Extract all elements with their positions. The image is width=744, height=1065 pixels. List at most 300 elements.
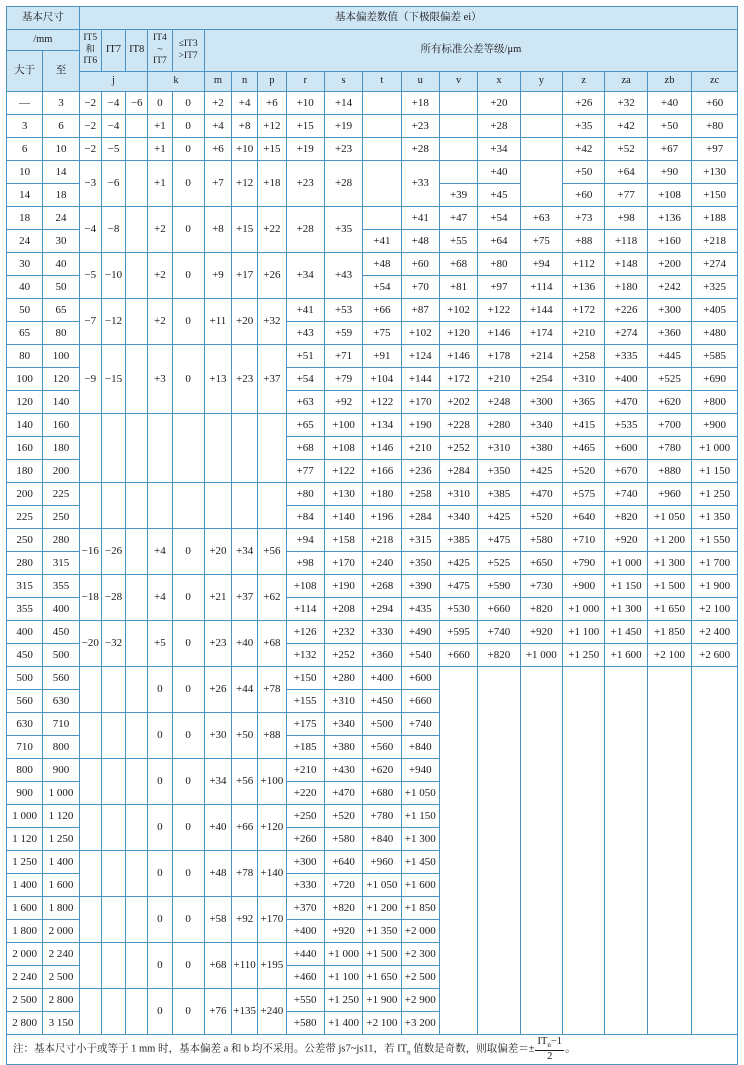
table-cell [478, 713, 520, 736]
table-cell: 800 [7, 759, 43, 782]
table-cell: +13 [204, 345, 231, 414]
table-cell: +30 [204, 713, 231, 759]
table-cell: +460 [286, 966, 324, 989]
table-row [7, 667, 738, 690]
table-cell: +300 [647, 299, 691, 322]
table-cell: +122 [363, 391, 401, 414]
table-cell: +248 [478, 391, 520, 414]
table-row [7, 207, 738, 230]
table-cell: −15 [101, 345, 125, 414]
letter-t: t [363, 72, 401, 92]
table-cell: +9 [204, 253, 231, 299]
table-cell [478, 897, 520, 920]
table-cell: 2 000 [43, 920, 79, 943]
table-cell: +2 [204, 92, 231, 115]
table-cell: +520 [324, 805, 362, 828]
over-label: 大于 [7, 51, 43, 92]
table-cell: +360 [647, 322, 691, 345]
table-cell: −16 [79, 529, 101, 575]
table-cell: 6 [7, 138, 43, 161]
letter-zc: zc [692, 72, 738, 92]
table-cell: +6 [204, 138, 231, 161]
table-cell: +41 [363, 230, 401, 253]
table-cell: +1 650 [647, 598, 691, 621]
table-cell [647, 667, 691, 690]
table-cell: +1 600 [605, 644, 647, 667]
table-cell: +108 [647, 184, 691, 207]
table-cell: +62 [258, 575, 286, 621]
table-cell: +66 [363, 299, 401, 322]
table-cell: +28 [286, 207, 324, 253]
table-cell: 65 [43, 299, 79, 322]
table-cell: 450 [7, 644, 43, 667]
table-cell: +15 [232, 207, 258, 253]
letter-m: m [204, 72, 231, 92]
table-cell [520, 989, 562, 1012]
table-row [7, 414, 738, 437]
table-cell [79, 851, 101, 897]
table-cell: +130 [692, 161, 738, 184]
footnote-sub: n [407, 1049, 411, 1057]
table-cell: +3 [148, 345, 172, 414]
table-cell: +340 [324, 713, 362, 736]
table-cell: +63 [520, 207, 562, 230]
table-cell: +146 [363, 437, 401, 460]
table-cell: +42 [605, 115, 647, 138]
table-cell: +97 [478, 276, 520, 299]
table-cell: +590 [478, 575, 520, 598]
table-cell: −20 [79, 621, 101, 667]
table-cell: +15 [286, 115, 324, 138]
table-cell: +242 [647, 276, 691, 299]
table-cell: +18 [401, 92, 439, 115]
table-cell: 250 [7, 529, 43, 552]
table-cell: +136 [563, 276, 605, 299]
table-cell [692, 1012, 738, 1035]
letter-za: za [605, 72, 647, 92]
table-cell: +800 [692, 391, 738, 414]
table-cell: +81 [439, 276, 477, 299]
table-row [7, 161, 738, 184]
table-cell: −3 [79, 161, 101, 207]
table-cell: +294 [363, 598, 401, 621]
table-cell [439, 759, 477, 782]
table-cell [520, 851, 562, 874]
fraction-numerator: IT [537, 1036, 548, 1048]
table-cell: +350 [478, 460, 520, 483]
table-cell: 18 [43, 184, 79, 207]
table-cell: +94 [286, 529, 324, 552]
table-cell [605, 920, 647, 943]
table-cell: 250 [43, 506, 79, 529]
table-body [7, 92, 738, 1035]
table-cell: 24 [7, 230, 43, 253]
table-cell: +1 300 [605, 598, 647, 621]
table-cell: +185 [286, 736, 324, 759]
table-cell: 1 400 [43, 851, 79, 874]
table-cell [520, 966, 562, 989]
table-cell: 1 120 [7, 828, 43, 851]
table-cell: 1 250 [43, 828, 79, 851]
table-cell: −4 [101, 115, 125, 138]
table-cell: +34 [478, 138, 520, 161]
table-cell: +54 [363, 276, 401, 299]
table-cell: +50 [232, 713, 258, 759]
table-cell: +126 [286, 621, 324, 644]
table-cell: +1 500 [647, 575, 691, 598]
size-title: 基本尺寸 [21, 11, 64, 23]
table-cell: +218 [692, 230, 738, 253]
table-cell: −4 [101, 92, 125, 115]
table-cell: 3 [43, 92, 79, 115]
table-cell: 50 [43, 276, 79, 299]
table-cell: +140 [258, 851, 286, 897]
table-cell: +97 [692, 138, 738, 161]
table-cell: −2 [79, 92, 101, 115]
table-cell: +820 [324, 897, 362, 920]
letter-n: n [232, 72, 258, 92]
table-cell: +300 [520, 391, 562, 414]
table-cell: +365 [563, 391, 605, 414]
table-cell: +1 900 [692, 575, 738, 598]
table-cell: 24 [43, 207, 79, 230]
table-cell [520, 713, 562, 736]
table-row [7, 943, 738, 966]
table-cell: 0 [172, 897, 204, 943]
table-cell [563, 897, 605, 920]
table-cell [439, 828, 477, 851]
table-cell: +210 [401, 437, 439, 460]
table-cell: 0 [148, 759, 172, 805]
table-cell: +1 150 [401, 805, 439, 828]
table-cell: +820 [478, 644, 520, 667]
table-cell: 710 [7, 736, 43, 759]
table-cell: +12 [258, 115, 286, 138]
table-cell: +108 [324, 437, 362, 460]
table-cell [126, 667, 148, 713]
table-cell [126, 414, 148, 483]
table-cell [605, 805, 647, 828]
table-cell: +114 [286, 598, 324, 621]
table-cell: +960 [363, 851, 401, 874]
table-cell: +480 [692, 322, 738, 345]
table-cell [478, 943, 520, 966]
table-cell: +1 000 [692, 437, 738, 460]
table-cell: 450 [43, 621, 79, 644]
table-cell [520, 805, 562, 828]
table-cell: +2 900 [401, 989, 439, 1012]
table-cell: +2 [148, 299, 172, 345]
table-cell: +425 [478, 506, 520, 529]
table-cell: +920 [605, 529, 647, 552]
table-cell [563, 989, 605, 1012]
table-cell [692, 667, 738, 690]
table-cell: +400 [605, 368, 647, 391]
table-cell [148, 414, 172, 483]
table-cell [563, 713, 605, 736]
table-cell: +11 [204, 299, 231, 345]
table-cell [478, 966, 520, 989]
table-cell: 14 [7, 184, 43, 207]
table-cell: 2 800 [7, 1012, 43, 1035]
table-cell: +175 [286, 713, 324, 736]
table-cell [439, 92, 477, 115]
table-cell: +21 [204, 575, 231, 621]
table-cell [363, 161, 401, 207]
table-cell: +60 [563, 184, 605, 207]
table-cell [439, 138, 477, 161]
table-cell: +1 550 [692, 529, 738, 552]
table-cell: +900 [692, 414, 738, 437]
table-cell [478, 1012, 520, 1035]
table-cell: +520 [520, 506, 562, 529]
table-cell [563, 828, 605, 851]
table-cell: +740 [605, 483, 647, 506]
fraction-numerator-tail: −1 [550, 1036, 563, 1048]
table-cell [692, 828, 738, 851]
table-cell: +425 [520, 460, 562, 483]
table-cell [126, 138, 148, 161]
table-cell: 0 [172, 851, 204, 897]
table-cell: +77 [605, 184, 647, 207]
table-cell [258, 483, 286, 529]
table-cell [126, 621, 148, 667]
table-cell: +84 [286, 506, 324, 529]
table-cell: +78 [258, 667, 286, 713]
table-cell: +920 [520, 621, 562, 644]
table-cell: 2 240 [43, 943, 79, 966]
table-cell: +64 [478, 230, 520, 253]
table-cell: +44 [232, 667, 258, 713]
table-cell: +102 [401, 322, 439, 345]
table-cell: +1 250 [324, 989, 362, 1012]
table-cell: +300 [286, 851, 324, 874]
table-cell: +20 [232, 299, 258, 345]
table-cell [520, 115, 562, 138]
table-cell [478, 759, 520, 782]
table-cell: +7 [204, 161, 231, 207]
table-cell [692, 897, 738, 920]
table-cell [126, 989, 148, 1035]
table-cell [605, 851, 647, 874]
table-cell: 1 800 [7, 920, 43, 943]
table-cell: 560 [43, 667, 79, 690]
table-cell: +48 [401, 230, 439, 253]
table-cell: +75 [363, 322, 401, 345]
table-cell: +195 [258, 943, 286, 989]
table-cell: +51 [286, 345, 324, 368]
table-cell [478, 805, 520, 828]
table-cell: 0 [172, 207, 204, 253]
table-cell: 40 [7, 276, 43, 299]
table-row [7, 92, 738, 115]
table-cell: −6 [126, 92, 148, 115]
table-cell: 400 [43, 598, 79, 621]
table-cell: 1 000 [43, 782, 79, 805]
size-unit: /mm [7, 30, 80, 51]
table-cell [563, 690, 605, 713]
table-cell: +2 000 [401, 920, 439, 943]
table-cell: +1 050 [401, 782, 439, 805]
table-cell [605, 874, 647, 897]
table-cell [478, 782, 520, 805]
table-cell: +42 [563, 138, 605, 161]
table-cell [79, 759, 101, 805]
table-cell [692, 736, 738, 759]
table-cell: +160 [647, 230, 691, 253]
table-cell: +54 [478, 207, 520, 230]
table-cell: +110 [232, 943, 258, 989]
table-cell: +22 [258, 207, 286, 253]
table-cell: +252 [324, 644, 362, 667]
table-cell: 0 [172, 575, 204, 621]
table-cell: +20 [204, 529, 231, 575]
table-cell: +77 [286, 460, 324, 483]
table-cell: +330 [363, 621, 401, 644]
table-cell [520, 138, 562, 161]
table-cell: +188 [692, 207, 738, 230]
table-cell: 30 [7, 253, 43, 276]
footnote [7, 1035, 738, 1065]
table-cell: +23 [324, 138, 362, 161]
table-cell: 1 000 [7, 805, 43, 828]
table-cell [647, 759, 691, 782]
table-cell: 10 [7, 161, 43, 184]
table-cell [520, 828, 562, 851]
table-row [7, 713, 738, 736]
table-cell [363, 115, 401, 138]
table-cell: +575 [563, 483, 605, 506]
table-cell: +180 [605, 276, 647, 299]
footnote-mid: 值数是奇数，则取偏差＝± [410, 1043, 535, 1055]
table-cell [692, 759, 738, 782]
table-cell [520, 92, 562, 115]
table-cell: +400 [286, 920, 324, 943]
table-cell: +400 [363, 667, 401, 690]
table-cell: −9 [79, 345, 101, 414]
table-cell: +720 [324, 874, 362, 897]
table-row [7, 138, 738, 161]
table-cell: +405 [692, 299, 738, 322]
table-cell [148, 483, 172, 529]
table-cell [101, 943, 125, 989]
table-cell [101, 897, 125, 943]
table-cell [439, 690, 477, 713]
table-cell: +18 [258, 161, 286, 207]
table-cell: +1 050 [647, 506, 691, 529]
table-cell [605, 667, 647, 690]
table-cell: 180 [7, 460, 43, 483]
table-cell: −2 [79, 138, 101, 161]
table-cell [647, 713, 691, 736]
table-cell: +146 [478, 322, 520, 345]
table-cell: −18 [79, 575, 101, 621]
table-cell [692, 966, 738, 989]
table-cell: 2 000 [7, 943, 43, 966]
table-cell: +41 [401, 207, 439, 230]
table-cell: +78 [232, 851, 258, 897]
table-cell: −7 [79, 299, 101, 345]
table-cell [439, 966, 477, 989]
table-cell: +196 [363, 506, 401, 529]
table-cell: +360 [363, 644, 401, 667]
table-cell: +4 [148, 529, 172, 575]
table-cell [439, 897, 477, 920]
table-cell: +155 [286, 690, 324, 713]
table-cell: +70 [401, 276, 439, 299]
table-cell: +40 [647, 92, 691, 115]
table-cell: +112 [563, 253, 605, 276]
table-cell: +470 [605, 391, 647, 414]
table-cell: 0 [172, 989, 204, 1035]
table-cell: +585 [692, 345, 738, 368]
letter-j: j [79, 72, 148, 92]
table-cell: +232 [324, 621, 362, 644]
table-cell: +87 [401, 299, 439, 322]
table-cell: +88 [563, 230, 605, 253]
table-cell: −26 [101, 529, 125, 575]
table-cell: +122 [324, 460, 362, 483]
table-cell: +180 [363, 483, 401, 506]
table-cell: +37 [232, 575, 258, 621]
table-cell [232, 483, 258, 529]
table-cell: 710 [43, 713, 79, 736]
table-cell: 500 [7, 667, 43, 690]
table-cell: +190 [401, 414, 439, 437]
table-cell: +340 [439, 506, 477, 529]
table-cell: 560 [7, 690, 43, 713]
table-cell: +45 [478, 184, 520, 207]
table-cell: +34 [286, 253, 324, 299]
table-cell: +390 [401, 575, 439, 598]
table-cell: −12 [101, 299, 125, 345]
table-cell: +700 [647, 414, 691, 437]
table-cell: +595 [439, 621, 477, 644]
table-cell: 100 [43, 345, 79, 368]
table-cell: +170 [258, 897, 286, 943]
table-cell: 0 [148, 851, 172, 897]
table-cell: +620 [647, 391, 691, 414]
table-row [7, 299, 738, 322]
table-cell [563, 667, 605, 690]
fraction-sub: n [547, 1041, 551, 1050]
table-cell: +1 200 [363, 897, 401, 920]
table-cell: +450 [363, 690, 401, 713]
table-cell: +100 [324, 414, 362, 437]
table-cell: +2 [148, 253, 172, 299]
table-cell: −6 [101, 161, 125, 207]
table-cell: 2 500 [7, 989, 43, 1012]
table-cell: +1 600 [401, 874, 439, 897]
table-row [7, 897, 738, 920]
table-cell [478, 736, 520, 759]
table-cell: +91 [363, 345, 401, 368]
table-cell: +350 [401, 552, 439, 575]
table-cell: 1 800 [43, 897, 79, 920]
table-cell: +150 [286, 667, 324, 690]
table-cell: 1 120 [43, 805, 79, 828]
table-cell: +33 [401, 161, 439, 207]
letter-s: s [324, 72, 362, 92]
table-cell: +118 [605, 230, 647, 253]
table-cell [563, 782, 605, 805]
table-row [7, 529, 738, 552]
table-cell: 1 600 [43, 874, 79, 897]
table-cell: 400 [7, 621, 43, 644]
table-cell: +92 [324, 391, 362, 414]
table-cell: +148 [605, 253, 647, 276]
table-cell: +2 400 [692, 621, 738, 644]
